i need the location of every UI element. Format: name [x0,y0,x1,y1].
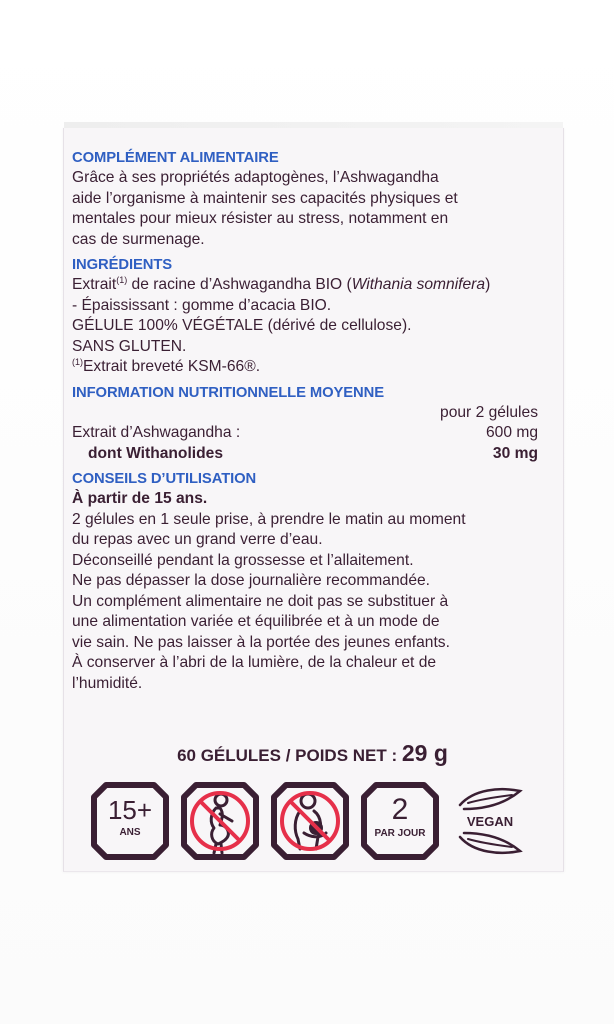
nutrition-row [72,423,538,444]
usage-line: l’humidité. [72,674,143,692]
net-weight-label: 60 GÉLULES / POIDS NET : [177,746,402,765]
section-ingredients [72,255,538,378]
nutrition-row-label: Extrait d’Ashwagandha : [72,424,241,441]
ingredient-line [72,275,538,296]
usage-line: 2 gélules en 1 seule prise, à prendre le matin au moment [72,510,466,528]
ingredient-close: ) [485,276,491,293]
net-weight [63,740,562,767]
ingredient-extract: Extrait [72,276,117,293]
complement-line: Grâce à ses propriétés adaptogènes, l’Ashwagandha [72,169,439,186]
usage-line: vie sain. Ne pas laisser à la portée des jeunes enfants. [72,633,450,651]
complement-line: mentales pour mieux résister au stress, notamment en [72,210,449,227]
ingredient-latin-name: Withania somnifera [351,276,486,293]
usage-line: Un complément alimentaire ne doit pas se substituer à [72,592,449,610]
usage-age: À partir de 15 ans. [72,490,208,507]
footnote-text: Extrait breveté KSM-66®. [83,358,261,375]
ingredient-footnote [72,357,538,378]
vegan-icon [450,781,530,861]
section-complement [72,148,538,250]
no-pregnant-icon [180,781,260,861]
section-usage [72,469,538,694]
usage-line: Ne pas dépasser la dose journalière recommandée. [72,572,430,589]
nutrition-row-value: 30 mg [492,444,538,462]
age-15-plus-icon [90,781,170,861]
dose-number: 2 [391,793,409,826]
net-weight-value: 29 g [401,740,448,766]
vegan-label: VEGAN [466,814,514,829]
heading-ingredients: INGRÉDIENTS [72,257,173,273]
heading-complement: COMPLÉMENT ALIMENTAIRE [72,150,279,166]
no-breastfeeding-icon [270,781,350,861]
nutrition-row [72,444,538,465]
heading-nutrition: INFORMATION NUTRITIONNELLE MOYENNE [72,384,384,401]
complement-line: aide l’organisme à maintenir ses capacités physiques et [72,189,458,207]
nutrition-row-label: dont Withanolides [88,444,223,462]
no-breastfeeding-shape [270,781,350,861]
label-content [72,148,538,699]
pictogram-row [90,781,530,861]
ingredient-root: de racine d’Ashwagandha BIO ( [127,276,352,293]
usage-line: À conserver à l’abri de la lumière, de la chaleur et de [72,654,437,671]
dose-unit: PAR JOUR [374,828,426,839]
nutrition-row-value: 600 mg [485,424,538,441]
age-unit: ANS [119,827,141,838]
complement-line: cas de surmenage. [72,230,205,248]
ingredient-line: GÉLULE 100% VÉGÉTALE (dérivé de cellulose). [72,317,412,334]
usage-line: une alimentation variée et équilibrée et à un mode de [72,613,440,630]
usage-line: Déconseillé pendant la grossesse et l’allaitement. [72,551,414,569]
no-pregnant-shape [180,781,260,861]
section-nutrition [72,383,538,465]
dose-2-per-day-icon [360,781,440,861]
ingredient-line: SANS GLUTEN. [72,337,187,355]
footnote-marker: (1) [72,357,83,367]
ingredient-line: - Épaississant : gomme d’acacia BIO. [72,296,332,314]
age-number: 15+ [107,795,153,825]
footnote-marker: (1) [116,275,128,285]
nutrition-per-label: pour 2 gélules [440,403,538,421]
usage-line: du repas avec un grand verre d’eau. [72,531,323,548]
heading-usage: CONSEILS D’UTILISATION [72,471,257,487]
